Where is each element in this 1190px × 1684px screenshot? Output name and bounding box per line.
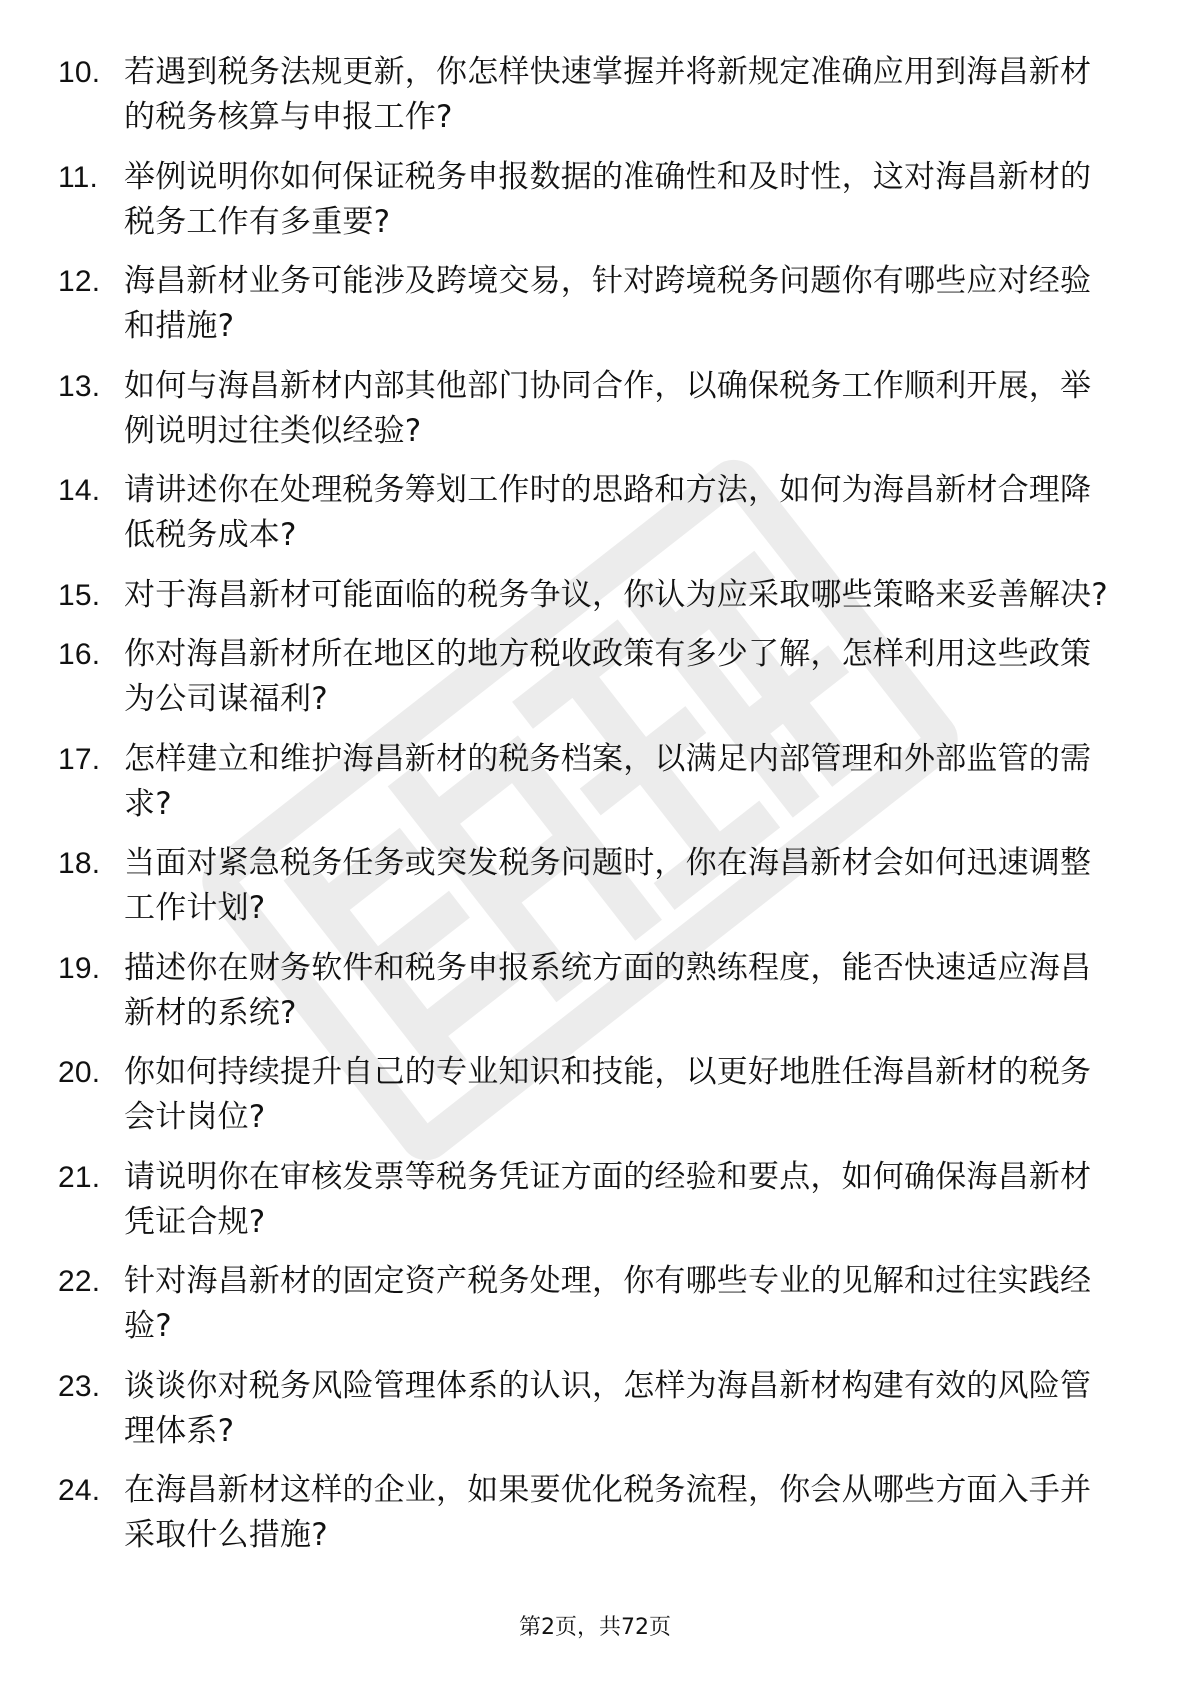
question-item — [58, 1468, 1108, 1558]
question-list — [58, 50, 1108, 1573]
question-number: 19. — [58, 951, 101, 985]
question-text: 你对海昌新材所在地区的地方税收政策有多少了解，怎样利用这些政策为公司谋福利? — [124, 636, 1092, 717]
question-item — [58, 841, 1108, 931]
question-text: 怎样建立和维护海昌新材的税务档案，以满足内部管理和外部监管的需求? — [124, 740, 1092, 822]
question-text: 针对海昌新材的固定资产税务处理，你有哪些专业的见解和过往实践经验? — [124, 1263, 1092, 1344]
question-item — [58, 155, 1108, 245]
question-text: 请讲述你在处理税务筹划工作时的思路和方法，如何为海昌新材合理降低税务成本? — [124, 472, 1092, 553]
question-number: 21. — [58, 1160, 101, 1194]
question-item — [58, 1259, 1108, 1349]
question-item — [58, 1364, 1108, 1454]
question-text: 如何与海昌新材内部其他部门协同合作，以确保税务工作顺利开展，举例说明过往类似经验? — [124, 367, 1092, 449]
question-number: 18. — [58, 847, 101, 880]
question-item — [58, 50, 1108, 140]
question-item — [58, 259, 1108, 349]
question-item — [58, 573, 1108, 618]
question-number: 15. — [58, 578, 101, 612]
question-text: 谈谈你对税务风险管理体系的认识，怎样为海昌新材构建有效的风险管理体系? — [124, 1367, 1092, 1449]
question-item — [58, 632, 1108, 722]
question-number: 14. — [58, 474, 101, 507]
question-number: 11. — [58, 160, 99, 194]
question-item — [58, 1155, 1108, 1245]
question-text: 若遇到税务法规更新，你怎样快速掌握并将新规定准确应用到海昌新材的税务核算与申报工作? — [124, 54, 1092, 135]
question-text: 在海昌新材这样的企业，如果要优化税务流程，你会从哪些方面入手并采取什么措施? — [124, 1472, 1092, 1553]
question-item — [58, 737, 1108, 827]
question-text: 举例说明你如何保证税务申报数据的准确性和及时性，这对海昌新材的税务工作有多重要? — [124, 158, 1092, 240]
question-number: 20. — [58, 1056, 101, 1089]
question-text: 对于海昌新材可能面临的税务争议，你认为应采取哪些策略来妥善解决? — [124, 576, 1108, 613]
question-item — [58, 468, 1108, 558]
question-number: 10. — [58, 56, 101, 89]
question-text: 当面对紧急税务任务或突发税务问题时，你在海昌新材会如何迅速调整工作计划? — [124, 845, 1092, 926]
question-text: 请说明你在审核发票等税务凭证方面的经验和要点，如何确保海昌新材凭证合规? — [124, 1158, 1092, 1240]
question-number: 22. — [58, 1265, 101, 1298]
question-number: 17. — [58, 742, 101, 776]
question-item — [58, 1050, 1108, 1140]
question-item — [58, 946, 1108, 1036]
question-text: 你如何持续提升自己的专业知识和技能，以更好地胜任海昌新材的税务会计岗位? — [124, 1054, 1092, 1135]
question-text: 海昌新材业务可能涉及跨境交易，针对跨境税务问题你有哪些应对经验和措施? — [124, 263, 1092, 344]
question-number: 23. — [58, 1369, 101, 1403]
question-number: 13. — [58, 369, 101, 403]
question-item — [58, 364, 1108, 454]
question-text: 描述你在财务软件和税务申报系统方面的熟练程度，能否快速适应海昌新材的系统? — [124, 949, 1092, 1031]
question-number: 24. — [58, 1474, 101, 1507]
page-number-footer: 第2页，共72页 — [519, 1615, 671, 1640]
question-number: 12. — [58, 265, 101, 298]
question-number: 16. — [58, 638, 101, 671]
